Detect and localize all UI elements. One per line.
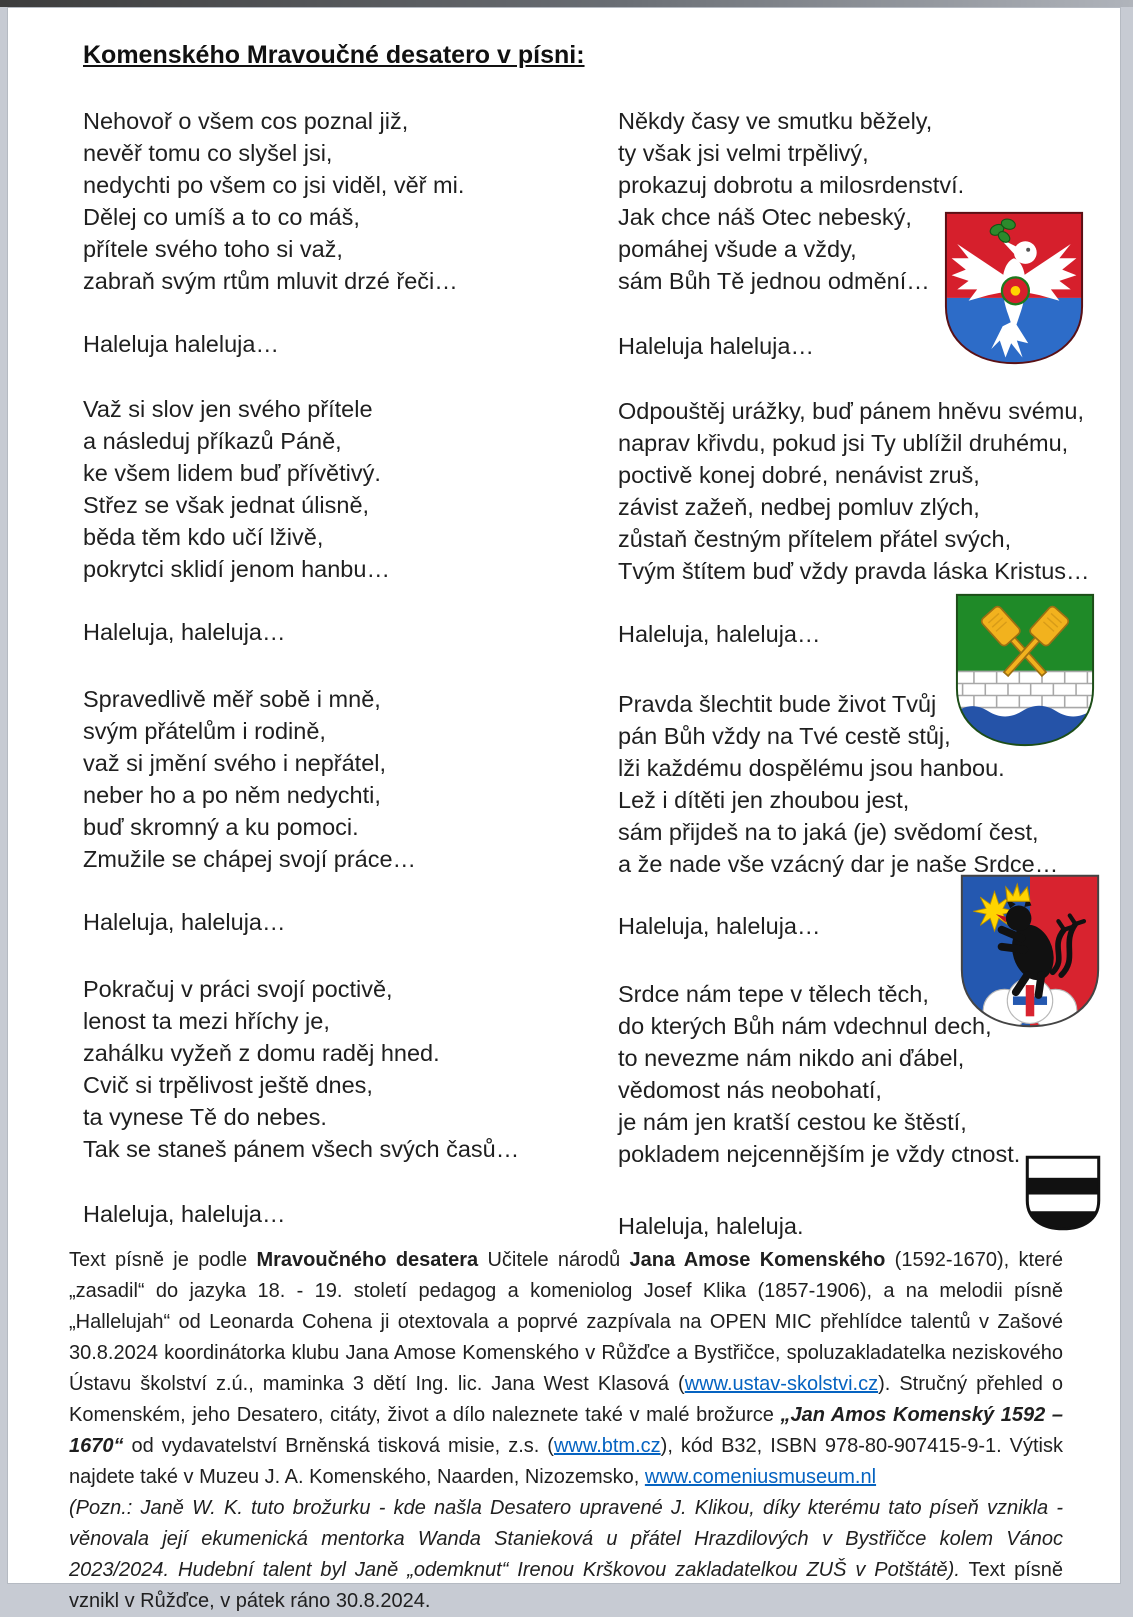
verse-line: pán Bůh vždy na Tvé cestě stůj,: [618, 723, 951, 749]
footer-segment: Mravoučného desatera: [256, 1249, 479, 1271]
coat-of-arms-lion-star: [959, 872, 1101, 1030]
verse-line: neber ho a po něm nedychti,: [83, 782, 381, 808]
verse-stanza: [83, 973, 519, 1165]
page-title: Komenského Mravoučné desatero v písni:: [83, 41, 585, 69]
verse-line: Zmužile se chápej svojí práce…: [83, 846, 417, 872]
footer-link[interactable]: www.comeniusmuseum.nl: [644, 1466, 877, 1488]
footer-segment: od vydavatelství Brněnská tisková misie, z.s. (: [123, 1435, 554, 1457]
verse-line: pomáhej všude a vždy,: [618, 236, 857, 262]
refrain-line: Haleluja haleluja…: [83, 331, 279, 357]
verse-line: je nám jen kratší cestou ke štěstí,: [618, 1109, 967, 1135]
verse-stanza: [83, 105, 464, 297]
verse-line: Cvič si trpělivost ještě dnes,: [83, 1072, 373, 1098]
verse-stanza: [83, 683, 416, 875]
document-page: [7, 7, 1121, 1612]
verse-line: Jak chce náš Otec nebeský,: [618, 204, 912, 230]
coat-of-arms-crossed-paddles: [954, 592, 1096, 748]
verse-line: sám přijdeš na to jaká (je) svědomí čest,: [618, 819, 1039, 845]
verse-line: Někdy časy ve smutku běžely,: [618, 108, 933, 134]
verse-line: svým přátelům i rodině,: [83, 718, 326, 744]
verse-line: buď skromný a ku pomoci.: [83, 814, 359, 840]
verse-line: běda těm kdo učí lživě,: [83, 524, 324, 550]
refrain-line: Haleluja, haleluja…: [618, 913, 821, 939]
footer-segment: Jana Amose Komenského: [629, 1249, 886, 1271]
refrain-line: Haleluja, haleluja.: [618, 1213, 804, 1239]
verse-line: ke všem lidem buď přívětivý.: [83, 460, 381, 486]
verse-line: zůstaň čestným přítelem přátel svých,: [618, 526, 1012, 552]
footer-segment: Učitele národů: [478, 1249, 630, 1271]
verse-line: pokrytci sklidí jenom hanbu…: [83, 556, 390, 582]
refrain-line: Haleluja, haleluja…: [83, 1201, 286, 1227]
refrain-line: Haleluja, haleluja…: [618, 621, 821, 647]
footer-segment: ). Stručný přehled o Komenském, jeho Desatero, citáty, život a dílo naleznete také v malé brožurce: [69, 1373, 1064, 1426]
footer-main-paragraph: [69, 1245, 1063, 1493]
footer-segment: ), kód B32, ISBN 978-80-907415-9-1. Výtisk najdete také v Muzeu J. A. Komenského, Naarden, Nizozemsko,: [69, 1435, 1063, 1488]
footer-link[interactable]: www.ustav-skolstvi.cz: [684, 1373, 879, 1395]
footer-note-paragraph: [69, 1493, 1063, 1617]
verse-line: lži každému dospělému jsou hanbou.: [618, 755, 1005, 781]
verse-line: sám Bůh Tě jednou odmění…: [618, 268, 930, 294]
verse-line: naprav křivdu, pokud jsi Ty ublížil druhému,: [618, 430, 1069, 456]
coat-of-arms-dove-rose: [943, 210, 1085, 366]
verse-line: do kterých Bůh nám vdechnul dech,: [618, 1013, 992, 1039]
verse-line: ty však jsi velmi trpělivý,: [618, 140, 869, 166]
verse-line: Pravda šlechtit bude život Tvůj: [618, 691, 937, 717]
footer-segment: (Pozn.: Janě W. K. tuto brožurku - kde našla Desatero upravené J. Klikou, díky kterému tato píseň vznikla - věnovala její ekumenická mentorka Wanda Stanieková u přátel Hrazdilových v Bystřičce kolem Vánoc 2023/2024. Hudební talent byl Janě „odemknut“ Irenou Krškovou zakladatelkou ZUŠ v Potštátě).: [69, 1497, 1063, 1581]
refrain-line: Haleluja haleluja…: [618, 333, 814, 359]
verse-line: to nevezme nám nikdo ani ďábel,: [618, 1045, 965, 1071]
verse-stanza: [83, 393, 390, 585]
verse-stanza: [618, 395, 1090, 587]
verse-line: Pokračuj v práci svojí poctivě,: [83, 976, 393, 1002]
footer-link[interactable]: www.btm.cz: [553, 1435, 661, 1457]
verse-line: Tvým štítem buď vždy pravda láska Kristus…: [618, 558, 1090, 584]
footer-segment: Text písně je podle: [69, 1249, 257, 1271]
verse-line: Tak se staneš pánem všech svých časů…: [83, 1136, 520, 1162]
verse-line: a že nade vše vzácný dar je naše Srdce…: [618, 851, 1059, 877]
footer-segment: „Jan Amos Komenský 1592 – 1670“: [69, 1404, 1064, 1457]
verse-line: zabraň svým rtům mluvit drzé řeči…: [83, 268, 458, 294]
verse-line: Nehovoř o všem cos poznal již,: [83, 108, 409, 134]
verse-line: přítele svého toho si važ,: [83, 236, 343, 262]
verse-line: lenost ta mezi hříchy je,: [83, 1008, 330, 1034]
verse-line: a následuj příkazů Páně,: [83, 428, 342, 454]
verse-line: vědomost nás neobohatí,: [618, 1077, 882, 1103]
verse-line: prokazuj dobrotu a milosrdenství.: [618, 172, 965, 198]
verse-line: Srdce nám tepe v tělech těch,: [618, 981, 929, 1007]
scan-edge-shadow: [0, 0, 1133, 7]
verse-line: Střez se však jednat úlisně,: [83, 492, 370, 518]
footer-segment: Text písně vznikl v Růžďce, v pátek ráno 30.8.2024.: [69, 1559, 1064, 1612]
verse-line: važ si jmění svého i nepřátel,: [83, 750, 387, 776]
verse-line: Važ si slov jen svého přítele: [83, 396, 373, 422]
refrain-line: Haleluja, haleluja…: [83, 619, 286, 645]
verse-line: nedychti po všem co jsi viděl, věř mi.: [83, 172, 465, 198]
coat-of-arms-striped: [1024, 1155, 1102, 1231]
verse-line: Lež i dítěti jen zhoubou jest,: [618, 787, 910, 813]
verse-line: Dělej co umíš a to co máš,: [83, 204, 360, 230]
verse-line: pokladem nejcennějším je vždy ctnost.: [618, 1141, 1021, 1167]
verse-line: nevěř tomu co slyšel jsi,: [83, 140, 333, 166]
footer-segment: (1592-1670), které „zasadil“ do jazyka 18. - 19. století pedagog a komeniolog Josef Klika (1857-1906), a na melodii písně „Hallelujah“ od Leonarda Cohena ji otextovala a poprvé zazpívala na OPEN MIC přehlídce talentů v Zašové 30.8.2024 koordinátorka klubu Jana Amose Komenského v Růžďce a Bystřičce, spoluzakladatelka neziskového Ústavu školství z.ú., maminka 3 dětí Ing. lic. Jana West Klasová (: [69, 1249, 1063, 1395]
verse-line: Spravedlivě měř sobě i mně,: [83, 686, 381, 712]
footer-text: [69, 1245, 1063, 1617]
verse-line: poctivě konej dobré, nenávist zruš,: [618, 462, 980, 488]
verse-stanza: [618, 105, 964, 297]
verse-line: závist zažeň, nedbej pomluv zlých,: [618, 494, 980, 520]
verse-line: Odpouštěj urážky, buď pánem hněvu svému,: [618, 398, 1084, 424]
refrain-line: Haleluja, haleluja…: [83, 909, 286, 935]
verse-line: ta vynese Tě do nebes.: [83, 1104, 327, 1130]
verse-line: zahálku vyžeň z domu raděj hned.: [83, 1040, 440, 1066]
